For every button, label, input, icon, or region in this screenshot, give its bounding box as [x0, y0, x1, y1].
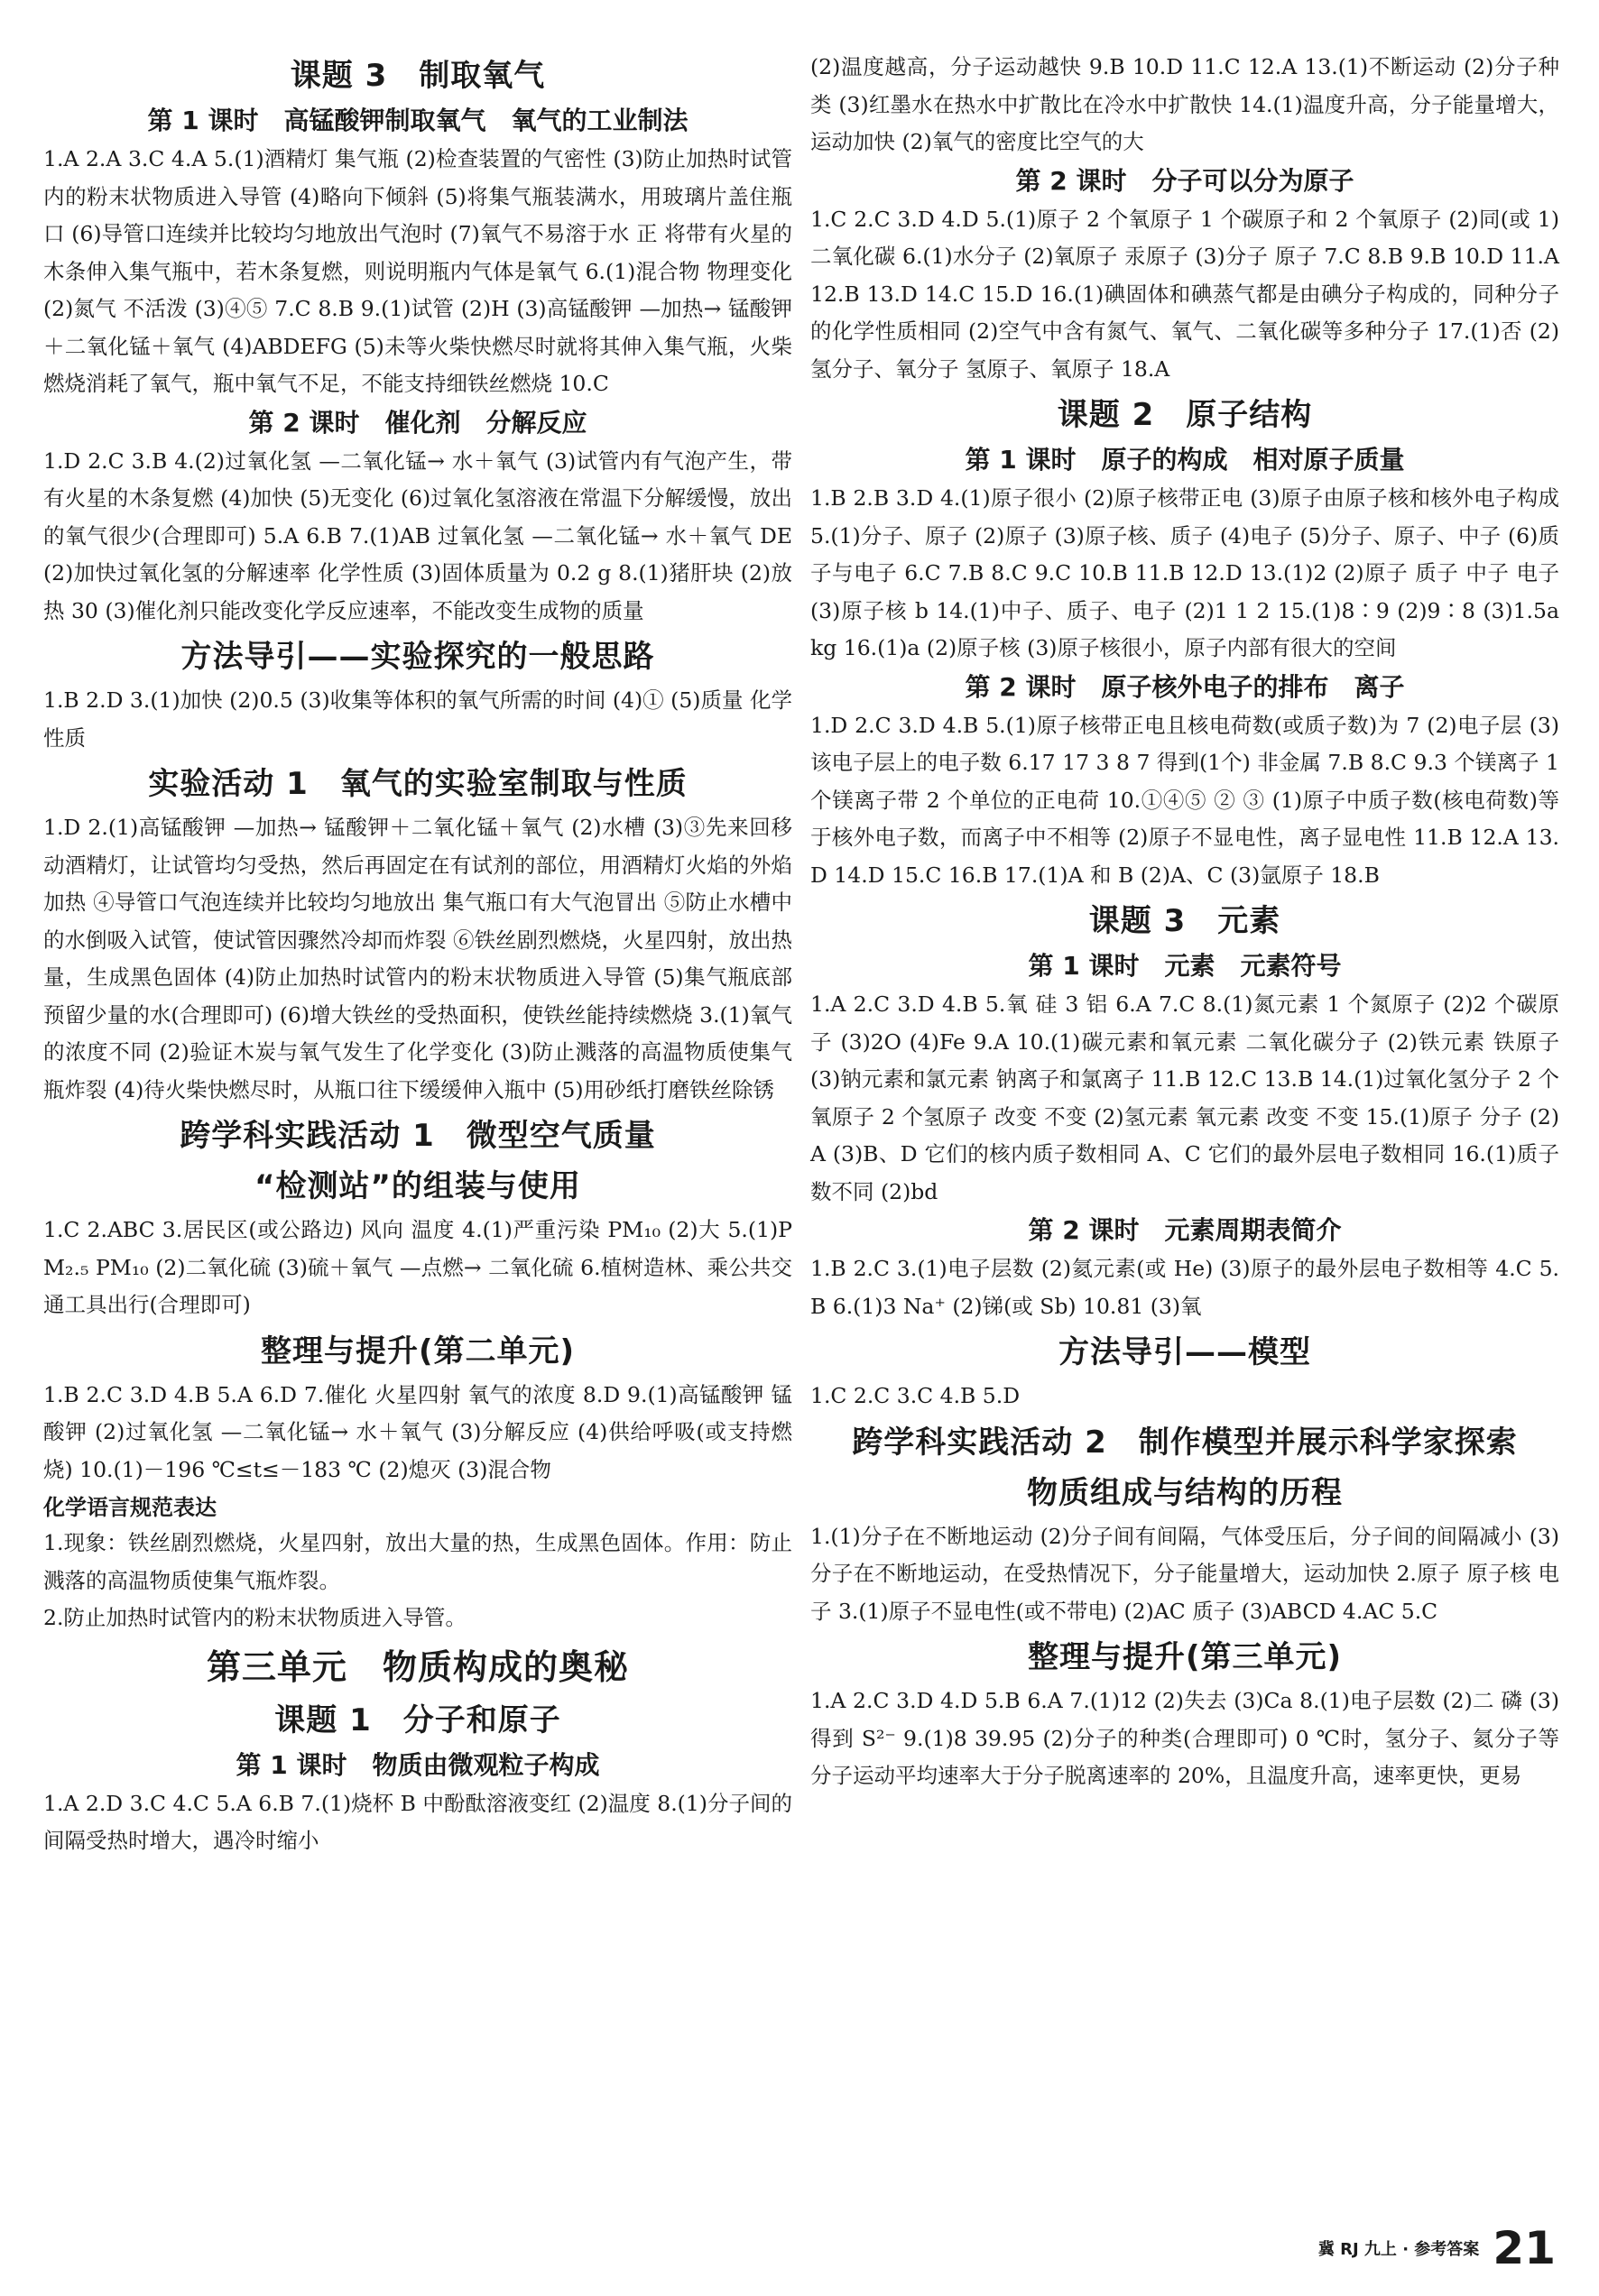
section-title: 课题 3 元素: [1088, 903, 1281, 939]
answer-block: 2.防止加热时试管内的粉末状物质进入导管。: [43, 1605, 467, 1630]
section-title: 方法导引——模型: [1058, 1334, 1311, 1370]
answer-block: 1.A 2.C 3.D 4.B 5.氧 硅 3 铝 6.A 7.C 8.(1)氮元素 1 个氮原子 (2)2 个碳原子 (3)2O (4)Fe 9.A 10.(1)碳元素和氧元素 二氧化碳分子 (2)铁元素 铁原子 (3)钠元素和氯元素 钠离子和氯离子 11.B 12.C 13.B 14.(1)过氧化氢分子 2 个氧原子 2 个氢原子 改变 不变 (2)氢元素 氧元素 改变 不变 15.(1)原子 分子 (2)A (3)B、D 它们的核内质子数相同 A、C 它们的最外层电子数相同 16.(1)质子数不同 (2)bd: [810, 991, 1559, 1204]
answer-block: 1.B 2.C 3.(1)电子层数 (2)氦元素(或 He) (3)原子的最外层电子数相等 4.C 5.B 6.(1)3 Na⁺ (2)锑(或 Sb) 10.81 (3)氧: [810, 1256, 1559, 1319]
page-footer: [1318, 2222, 1556, 2274]
section-title: 课题 1 分子和原子: [274, 1701, 561, 1738]
left-column: [43, 49, 792, 1860]
answer-block: 1.(1)分子在不断地运动 (2)分子间有间隔，气体受压后，分子间的间隔减小 (3)分子在不断地运动，在受热情况下，分子能量增大，运动加快 2.原子 原子核 电子 3.(1)原子不显电性(或不带电) (2)AC 质子 (3)ABCD 4.AC 5.C: [810, 1523, 1559, 1624]
section-title: 跨学科实践活动 2 制作模型并展示科学家探索: [852, 1424, 1518, 1461]
lesson-title: 第 1 课时 高锰酸钾制取氧气 氧气的工业制法: [147, 106, 689, 135]
answer-block: 1.D 2.(1)高锰酸钾 —加热→ 锰酸钾＋二氧化锰＋氧气 (2)水槽 (3)③先来回移动酒精灯，让试管均匀受热，然后再固定在有试剂的部位，用酒精灯火焰的外焰加热 ④导管口气泡连续并比较均匀地放出 集气瓶口有大气泡冒出 ⑤防止水槽中的水倒吸入试管，使试管因骤然冷却而炸裂 ⑥铁丝剧烈燃烧，火星四射，放出热量，生成黑色固体 (4)防止加热时试管内的粉末状物质进入导管 (5)集气瓶底部预留少量的水(合理即可) (6)增大铁丝的受热面积，使铁丝能持续燃烧 3.(1)氧气的浓度不同 (2)验证木炭与氧气发生了化学变化 (3)防止溅落的高温物质使集气瓶炸裂 (4)待火柴快燃尽时，从瓶口往下缓缓伸入瓶中 (5)用砂纸打磨铁丝除锈: [43, 815, 792, 1102]
section-title: “检测站”的组装与使用: [254, 1168, 581, 1204]
section-title: 实验活动 1 氧气的实验室制取与性质: [148, 766, 688, 802]
section-title: 整理与提升(第三单元): [1027, 1639, 1343, 1675]
lesson-title: 第 1 课时 元素 元素符号: [1028, 951, 1342, 981]
section-title: 跨学科实践活动 1 微型空气质量: [180, 1118, 656, 1154]
answer-block: 1.D 2.C 3.D 4.B 5.(1)原子核带正电且核电荷数(或质子数)为 7 (2)电子层 (3)该电子层上的电子数 6.17 17 3 8 7 得到(1个) 非金属 7.B 8.C 9.3 个镁离子 1 个镁离子带 2 个单位的正电荷 10.①④⑤ ② ③ (1)原子中质子数(核电荷数)等于核外电子数，而离子中不相等 (2)原子不显电性，离子显电性 11.B 12.A 13.D 14.D 15.C 16.B 17.(1)A 和 B (2)A、C (3)氩原子 18.B: [810, 712, 1559, 888]
lesson-title: 第 1 课时 物质由微观粒子构成: [236, 1749, 600, 1780]
section-title: 整理与提升(第二单元): [260, 1332, 576, 1369]
answer-block: 1.A 2.C 3.D 4.D 5.B 6.A 7.(1)12 (2)失去 (3)Ca 8.(1)电子层数 (2)二 磷 (3)得到 S²⁻ 9.(1)8 39.95 (2)分子的种类(合理即可) 0 ℃时，氢分子、氦分子等分子运动平均速率大于分子脱离速率的 20%，且温度升高，速率更快，更易: [810, 1688, 1559, 1788]
lesson-title: 第 2 课时 催化剂 分解反应: [248, 407, 587, 438]
subsection-title: 化学语言规范表达: [43, 1495, 217, 1520]
page-number: 21: [1493, 2222, 1556, 2274]
answer-block: 1.D 2.C 3.B 4.(2)过氧化氢 —二氧化锰→ 水＋氧气 (3)试管内有气泡产生，带有火星的木条复燃 (4)加快 (5)无变化 (6)过氧化氢溶液在常温下分解缓慢，放出的氧气很少(合理即可) 5.A 6.B 7.(1)AB 过氧化氢 —二氧化锰→ 水＋氧气 DE (2)加快过氧化氢的分解速率 化学性质 (3)固体质量为 0.2 g 8.(1)猪肝块 (2)放热 30 (3)催化剂只能改变化学反应速率，不能改变生成物的质量: [43, 447, 792, 623]
lesson-title: 第 2 课时 原子核外电子的排布 离子: [965, 671, 1405, 702]
lesson-title: 第 1 课时 原子的构成 相对原子质量: [965, 445, 1405, 475]
answer-block: 1.C 2.C 3.D 4.D 5.(1)原子 2 个氧原子 1 个碳原子和 2 个氧原子 (2)同(或 1) 二氧化碳 6.(1)水分子 (2)氧原子 汞原子 (3)分子 原子 7.C 8.B 9.B 10.D 11.A 12.B 13.D 14.C 15.D 16.(1)碘固体和碘蒸气都是由碘分子构成的，同种分子的化学性质相同 (2)空气中含有氮气、氧气、二氧化碳等多种分子 17.(1)否 (2)氢分子、氧分子 氢原子、氧原子 18.A: [810, 206, 1559, 382]
lesson-title: 第 2 课时 元素周期表简介: [1028, 1215, 1342, 1245]
footer-label: 冀 RJ 九上 · 参考答案: [1317, 2240, 1480, 2259]
answer-block: 1.A 2.D 3.C 4.C 5.A 6.B 7.(1)烧杯 B 中酚酞溶液变红 (2)温度 8.(1)分子间的间隔受热时增大，遇冷时缩小: [43, 1790, 792, 1853]
section-title: 物质组成与结构的历程: [1027, 1474, 1343, 1511]
section-title: 课题 3 制取氧气: [290, 58, 546, 94]
answer-block: 1.A 2.A 3.C 4.A 5.(1)酒精灯 集气瓶 (2)检查装置的气密性 (3)防止加热时试管内的粉末状物质进入导管 (4)略向下倾斜 (5)将集气瓶装满水，用玻璃片盖住瓶口 (6)导管口连续并比较均匀地放出气泡时 (7)氧气不易溶于水 正 将带有火星的木条伸入集气瓶中，若木条复燃，则说明瓶内气体是氧气 6.(1)混合物 物理变化 (2)氮气 不活泼 (3)④⑤ 7.C 8.B 9.(1)试管 (2)H (3)高锰酸钾 —加热→ 锰酸钾＋二氧化锰＋氧气 (4)ABDEFG (5)未等火柴快燃尽时就将其伸入集气瓶，火柴燃烧消耗了氧气，瓶中氧气不足，不能支持细铁丝燃烧 10.C: [43, 146, 792, 396]
unit-title: 第三单元 物质构成的奥秘: [206, 1646, 629, 1687]
answer-block: 1.现象：铁丝剧烈燃烧，火星四射，放出大量的热，生成黑色固体。作用：防止溅落的高温物质使集气瓶炸裂。: [43, 1530, 792, 1593]
answer-block: 1.B 2.D 3.(1)加快 (2)0.5 (3)收集等体积的氧气所需的时间 (4)① (5)质量 化学性质: [43, 687, 792, 751]
section-title: 课题 2 原子结构: [1057, 397, 1313, 433]
answer-block: 1.C 2.ABC 3.居民区(或公路边) 风向 温度 4.(1)严重污染 PM₁₀ (2)大 5.(1)PM₂.₅ PM₁₀ (2)二氧化硫 (3)硫＋氧气 —点燃→ 二氧化硫 6.植树造林、乘公共交通工具出行(合理即可): [43, 1217, 792, 1317]
right-column: [810, 49, 1559, 1795]
answer-block: 1.B 2.C 3.D 4.B 5.A 6.D 7.催化 火星四射 氧气的浓度 8.D 9.(1)高锰酸钾 锰酸钾 (2)过氧化氢 —二氧化锰→ 水＋氧气 (3)分解反应 (4)供给呼吸(或支持燃烧) 10.(1)－196 ℃≤t≤－183 ℃ (2)熄灭 (3)混合物: [43, 1381, 792, 1482]
answer-block: 1.B 2.B 3.D 4.(1)原子很小 (2)原子核带正电 (3)原子由原子核和核外电子构成 5.(1)分子、原子 (2)原子 (3)原子核、质子 (4)电子 (5)分子、原子、中子 (6)质子与电子 6.C 7.B 8.C 9.C 10.B 11.B 12.D 13.(1)2 (2)原子 质子 中子 电子 (3)原子核 b 14.(1)中子、质子、电子 (2)1 1 2 15.(1)8∶9 (2)9∶8 (3)1.5a kg 16.(1)a (2)原子核 (3)原子核很小，原子内部有很大的空间: [810, 485, 1559, 660]
answer-block: (2)温度越高，分子运动越快 9.B 10.D 11.C 12.A 13.(1)不断运动 (2)分子种类 (3)红墨水在热水中扩散比在冷水中扩散快 14.(1)温度升高，分子能量增大，运动加快 (2)氧气的密度比空气的大: [810, 54, 1559, 154]
answer-block: 1.C 2.C 3.C 4.B 5.D: [810, 1383, 1021, 1408]
lesson-title: 第 2 课时 分子可以分为原子: [1015, 165, 1354, 196]
section-title: 方法导引——实验探究的一般思路: [180, 639, 655, 675]
